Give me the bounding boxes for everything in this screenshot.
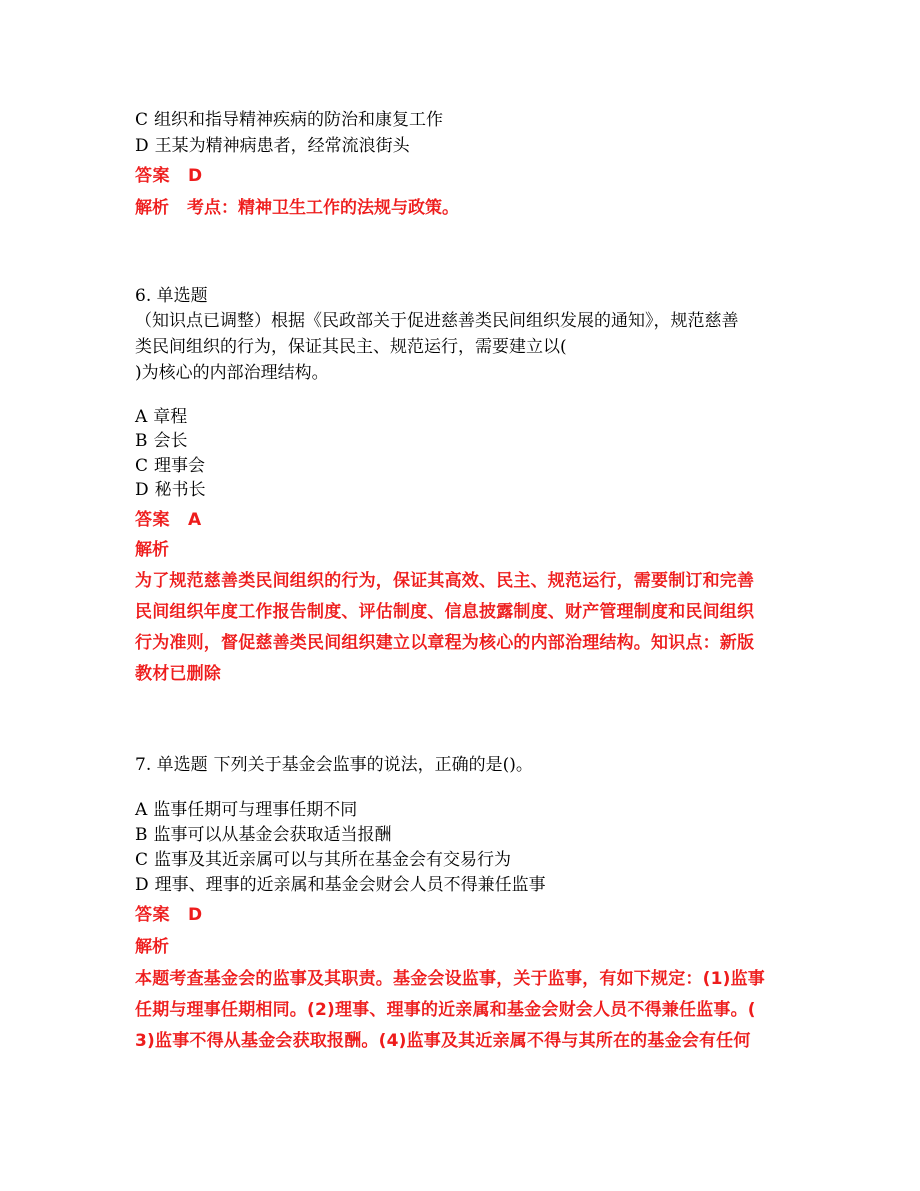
analysis-line: 本题考查基金会的监事及其职责。基金会设监事，关于监事，有如下规定：(1)监事 bbox=[135, 969, 765, 989]
q6-stem-line-2: 类民间组织的行为，保证其民主、规范运行，需要建立以( bbox=[135, 337, 567, 357]
q7-answer bbox=[135, 903, 203, 927]
q7-header: 7. 单选题 bbox=[135, 755, 208, 775]
analysis-line: 民间组织年度工作报告制度、评估制度、信息披露制度、财产管理制度和民间组织 bbox=[135, 602, 755, 622]
analysis-line: 教材已删除 bbox=[135, 664, 221, 684]
q7-option-c bbox=[135, 848, 511, 872]
q6-header: 6. 单选题 bbox=[135, 286, 208, 306]
option-text: 监事可以从基金会获取适当报酬 bbox=[153, 825, 392, 845]
analysis-text: 考点：精神卫生工作的法规与政策。 bbox=[187, 198, 459, 218]
option-text: 监事及其近亲属可以与其所在基金会有交易行为 bbox=[154, 850, 512, 870]
analysis-line: 为了规范慈善类民间组织的行为，保证其高效、民主、规范运行，需要制订和完善 bbox=[135, 571, 755, 591]
q5-analysis bbox=[135, 196, 459, 220]
option-text: 组织和指导精神疾病的防治和康复工作 bbox=[154, 110, 444, 130]
answer-label: 答案 bbox=[135, 905, 170, 925]
option-text: 监事任期可与理事任期不同 bbox=[153, 800, 358, 820]
q7-analysis-label: 解析 bbox=[135, 937, 169, 957]
option-letter: C bbox=[135, 850, 149, 870]
option-letter: D bbox=[135, 136, 149, 156]
q7-option-a bbox=[135, 798, 357, 822]
q7-analysis-text bbox=[135, 964, 790, 1057]
option-letter: C bbox=[135, 110, 149, 130]
analysis-line: 3)监事不得从基金会获取报酬。(4)监事及其近亲属不得与其所在的基金会有任何 bbox=[135, 1031, 751, 1051]
q7-stem: 下列关于基金会监事的说法，正确的是()。 bbox=[213, 755, 533, 775]
analysis-line: 行为准则，督促慈善类民间组织建立以章程为核心的内部治理结构。知识点：新版 bbox=[135, 633, 755, 653]
q5-option-c bbox=[135, 108, 443, 132]
option-text: 理事会 bbox=[154, 456, 206, 476]
q6-option-a bbox=[135, 405, 187, 429]
q7-option-d bbox=[135, 873, 546, 897]
answer-value: A bbox=[188, 510, 202, 530]
answer-label: 答案 bbox=[135, 510, 170, 530]
q5-answer bbox=[135, 164, 203, 188]
option-text: 王某为精神病患者，经常流浪街头 bbox=[154, 136, 410, 156]
option-letter: C bbox=[135, 456, 149, 476]
option-letter: D bbox=[135, 875, 149, 895]
q6-option-d bbox=[135, 478, 206, 502]
analysis-line: 任期与理事任期相同。(2)理事、理事的近亲属和基金会财会人员不得兼任监事。( bbox=[135, 1000, 756, 1020]
answer-value: D bbox=[188, 905, 203, 925]
q6-analysis-label: 解析 bbox=[135, 540, 169, 560]
q6-answer bbox=[135, 508, 202, 532]
q6-option-b bbox=[135, 429, 188, 453]
answer-value: D bbox=[188, 166, 203, 186]
option-letter: D bbox=[135, 480, 149, 500]
q6-stem-line-3: )为核心的内部治理结构。 bbox=[135, 363, 329, 383]
q7-header-line bbox=[135, 753, 533, 777]
q6-option-c bbox=[135, 454, 205, 478]
option-text: 秘书长 bbox=[154, 480, 206, 500]
q6-analysis-text bbox=[135, 566, 790, 690]
option-text: 会长 bbox=[153, 431, 188, 451]
q6-stem-line-1: （知识点已调整）根据《民政部关于促进慈善类民间组织发展的通知》，规范慈善 bbox=[135, 311, 739, 331]
analysis-label: 解析 bbox=[135, 198, 169, 218]
answer-label: 答案 bbox=[135, 166, 170, 186]
q5-option-d bbox=[135, 134, 410, 158]
option-text: 理事、理事的近亲属和基金会财会人员不得兼任监事 bbox=[154, 875, 546, 895]
q7-option-b bbox=[135, 823, 392, 847]
option-letter: B bbox=[135, 431, 148, 451]
option-letter: A bbox=[135, 407, 148, 427]
option-letter: A bbox=[135, 800, 148, 820]
option-letter: B bbox=[135, 825, 148, 845]
option-text: 章程 bbox=[153, 407, 188, 427]
